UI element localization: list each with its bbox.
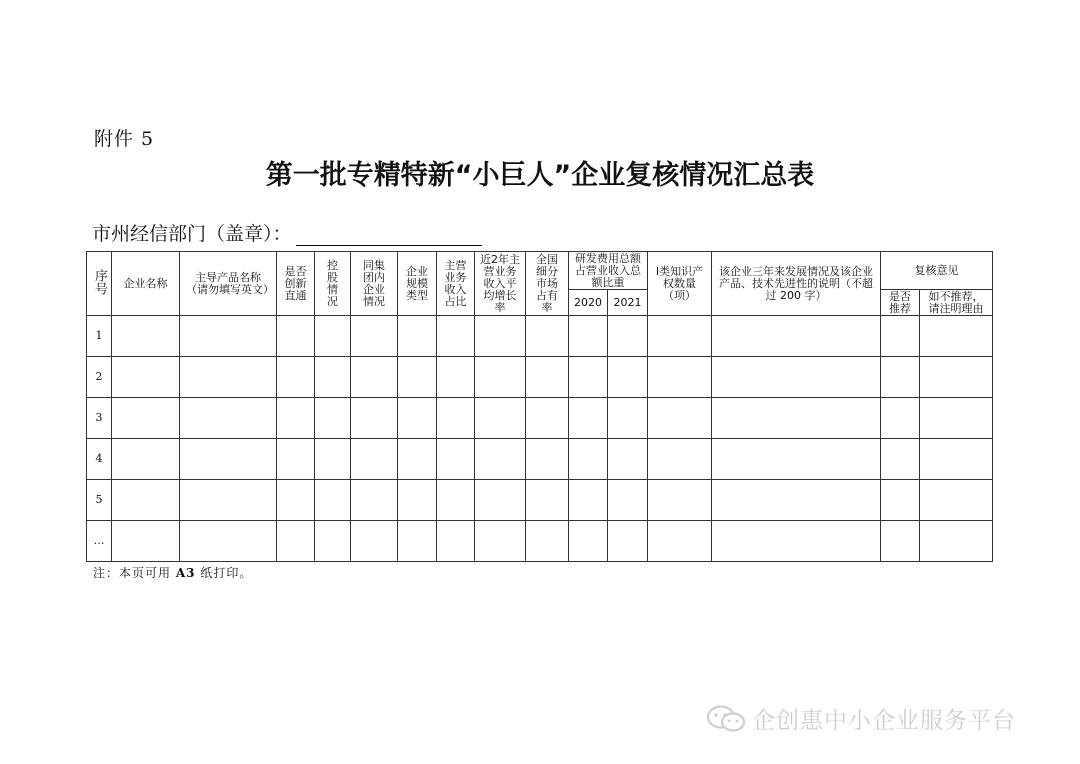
col-group: 同集团内企业情况: [351, 252, 398, 316]
row-number: 1: [87, 316, 112, 357]
col-product: 主导产品名称（请勿填写英文）: [180, 252, 277, 316]
col-seq: 序号: [87, 252, 112, 316]
row-number: 5: [87, 480, 112, 521]
department-blank: [296, 223, 482, 246]
department-label: 市州经信部门（盖章）：: [92, 223, 292, 245]
table-header-row: [87, 252, 993, 290]
col-desc: 该企业三年来发展情况及该企业产品、技术先进性的说明（不超过 200 字）: [712, 252, 881, 316]
col-ip: Ⅰ类知识产权数量（项）: [648, 252, 712, 316]
department-stamp-line: [92, 219, 482, 246]
table-row: [87, 316, 993, 357]
col-main-ratio: 主营业务收入占比: [437, 252, 475, 316]
watermark-text: 企创惠中小企业服务平台: [752, 708, 1016, 734]
col-company: 企业名称: [112, 252, 180, 316]
table-row: [87, 480, 993, 521]
col-innovation: 是否创新直通: [277, 252, 315, 316]
table-row: [87, 439, 993, 480]
table-row: [87, 521, 993, 562]
table-row: [87, 398, 993, 439]
col-rd-2020: 2020: [569, 290, 608, 316]
wechat-icon: [706, 704, 748, 734]
footnote: 注：本页可用 A3 纸打印。: [93, 566, 253, 580]
col-review: 复核意见: [881, 252, 993, 290]
col-market: 全国细分市场占有率: [526, 252, 569, 316]
col-growth: 近2年主营业务收入平均增长率: [475, 252, 526, 316]
summary-table: [86, 251, 993, 562]
col-control: 控股情况: [315, 252, 351, 316]
col-scale: 企业规模类型: [398, 252, 437, 316]
row-number: 4: [87, 439, 112, 480]
col-reason: 如不推荐，请注明理由: [920, 290, 993, 316]
col-recommend: 是否推荐: [881, 290, 920, 316]
page-title: 第一批专精特新“小巨人”企业复核情况汇总表: [265, 160, 815, 191]
row-number: 3: [87, 398, 112, 439]
watermark: [706, 702, 1016, 735]
attachment-label: 附件 5: [94, 128, 155, 150]
col-rd: 研发费用总额占营业收入总额比重: [569, 252, 648, 290]
row-number: 2: [87, 357, 112, 398]
table-row: [87, 357, 993, 398]
row-number: …: [87, 521, 112, 562]
col-rd-2021: 2021: [608, 290, 648, 316]
